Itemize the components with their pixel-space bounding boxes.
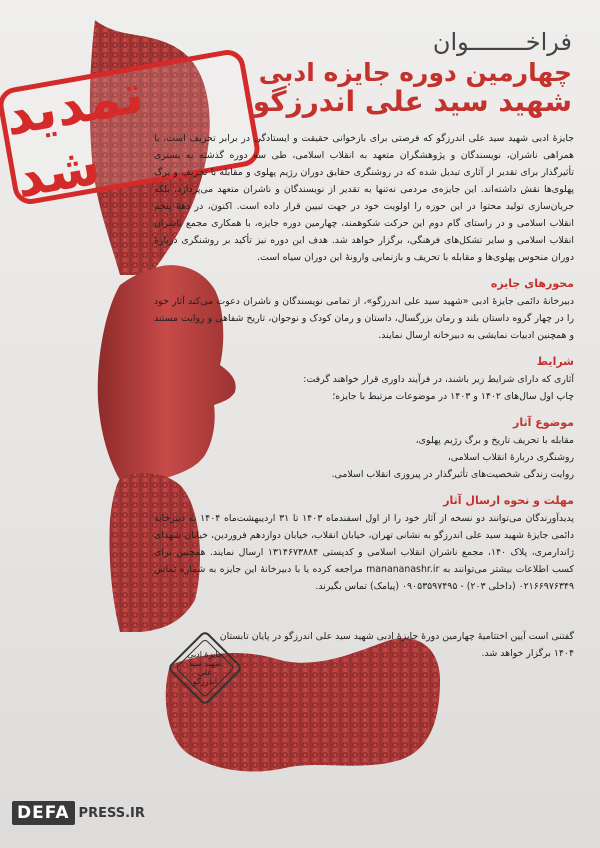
subjects-list xyxy=(154,432,574,483)
subject-item: روایت زندگی شخصیت‌های تأثیرگذار در پیروزی انقلاب اسلامی. xyxy=(331,469,574,480)
section-title-axes: محورهای جایزه xyxy=(490,277,574,290)
conditions-line-2: چاپ اول سال‌های ۱۴۰۲ و ۱۴۰۳ در موضوعات مرتبط با جایزه؛ xyxy=(332,391,574,402)
emblem-text xyxy=(185,650,225,686)
poster-body xyxy=(154,130,574,595)
conditions-line-1: آثاری که دارای شرایط زیر باشند، در فرآیند داوری قرار خواهند گرفت: xyxy=(303,374,574,385)
closing-note: گفتنی است آیین اختتامیۀ چهارمین دورۀ جایزۀ ادبی شهید سید علی اندرزگو در پایان تابستان ۱۴۰۴ برگزار خواهد شد. xyxy=(219,631,574,659)
logo-brand: DEFA xyxy=(12,801,75,825)
title-line-2: شهید سید علی اندرزگو xyxy=(252,85,572,118)
section-title-conditions: شرایط xyxy=(536,355,574,368)
axes-paragraph: دبیرخانۀ دائمی جایزۀ ادبی «شهید سید علی اندرزگو»، از تمامی نویسندگان و ناشران دعوت می‌کند آثار خود را در چهار گروه داستان بلند و رمان بزرگسال، داستان و رمان کودک و نوجوان، تاریخ شفاهی و روایت مستند و همچنین ادبیات نمایشی به دبیرخانه ارسال نمایند. xyxy=(154,296,574,341)
subject-item: مقابله با تحریف تاریخ و برگ رژیم پهلوی، xyxy=(415,435,574,446)
call-heading: فراخــــــــوان xyxy=(432,28,572,56)
section-title-deadline: مهلت و نحوه ارسال آثار xyxy=(443,494,574,507)
logo-suffix: PRESS.IR xyxy=(78,805,145,821)
section-title-subjects: موضوع آثار xyxy=(513,416,574,429)
deadline-paragraph: پدیدآورندگان می‌توانند دو نسخه از آثار خود را از اول اسفندماه ۱۴۰۳ تا ۳۱ اردیبهشت‌ماه ۱۴۰۴ به دبیرخانه دائمی جایزۀ شهید سید علی اندرزگو به نشانی تهران، خیابان انقلاب، خیابان دوازدهم فروردین، خیابان شهدای ژاندارمری، پلاک ۱۴۰، مجمع ناشران انقلاب اسلامی و کدپستی ۱۳۱۴۶۷۳۸۸۴ ارسال نمایند. همچنین برای کسب اطلاعات بیشتر می‌توانند به manananashr.ir مراجعه کرده یا با دبیرخانۀ این جایزه به شماره تماس ۰۲۱۶۶۹۷۶۳۴۹ (داخلی ۲۰۳) - ۰۹۰۵۳۵۹۷۴۹۵ (پیامک) تماس بگیرند. xyxy=(154,513,574,592)
intro-paragraph: جایزۀ ادبی شهید سید علی اندرزگو که فرصتی برای بازخوانی حقیقت و ایستادگی در برابر تحریف است، با همراهی ناشران، نویسندگان و پژوهشگران متعهد به انقلاب اسلامی، طی سه دوره گذشته به بستری تأثیرگذار برای تقدیر از آثاری تبدیل شده که در روشنگری حقایق دوران رژیم پهلوی و مقابله با تحریف و برگ پهلوی‌ها نقش داشته‌اند. این جایزه‌ی مردمی نه‌تنها به تقدیر از نویسندگان و ناشران متعهد می‌پردازد، بلکه جریان‌سازی تولید محتوا در این حوزه را اولویت خود در جهت تبیین قرار داده است. اکنون، در دهۀ پنجم انقلاب اسلامی و در راستای گام دوم این حرکت شکوهمند، چهارمین دوره جایزه، با همکاری مجمع ناشران انقلاب اسلامی و سایر تشکل‌های فرهنگی، برگزار خواهد شد. هدف این دوره نیز تأکید بر روشنگری دربارۀ دوران منحوس پهلوی‌ها و مقابله با تحریف و بازنمایی وارونۀ این دوران سیاه است. xyxy=(154,133,574,263)
emblem-line-2: شهید سید علی اندرزگو xyxy=(188,659,222,686)
stamp-text: تمدید شد xyxy=(0,61,148,210)
emblem-line-1: جایزۀ ادبی xyxy=(187,650,223,659)
title-line-1: چهارمین دوره جایزه ادبی xyxy=(258,58,572,87)
defapress-logo xyxy=(12,800,145,826)
poster-header xyxy=(242,28,572,118)
subject-item: روشنگری دربارۀ انقلاب اسلامی، xyxy=(447,452,574,463)
